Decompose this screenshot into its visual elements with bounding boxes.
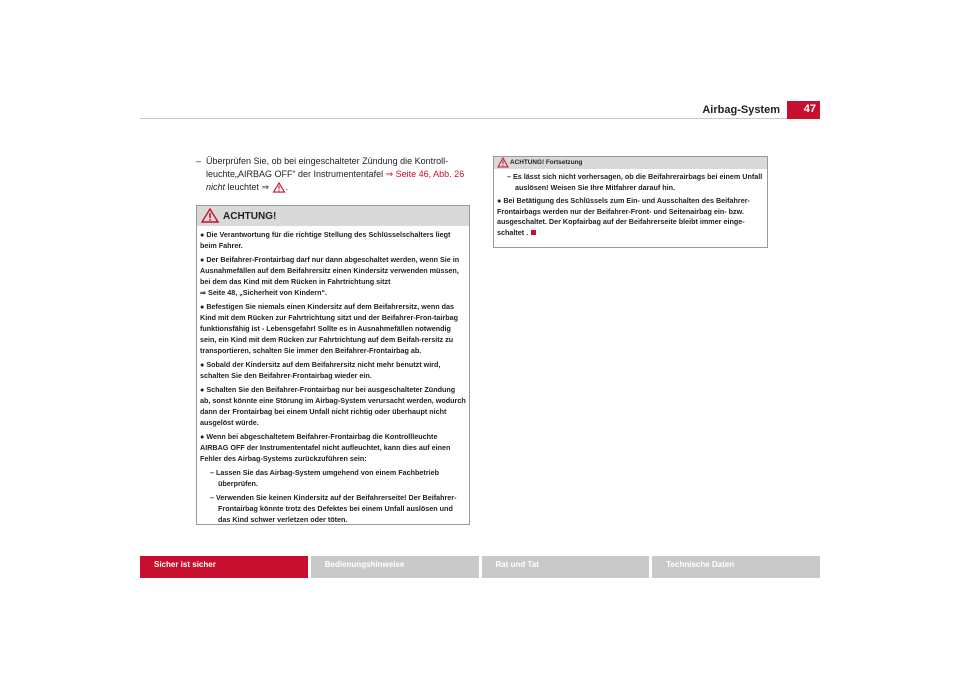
warning-body: [494, 169, 767, 247]
footer-nav: [140, 556, 820, 578]
warning-header: [197, 206, 469, 226]
warning-item: ● Der Beifahrer-Frontairbag darf nur dann abgeschaltet werden, wenn Sie in Ausnahmefällen auf dem Beifahrersitz einen Kindersitz verwenden müssen, bei dem das Kind mit dem Rücken in Fahrtrichtung sitzt ⇒ Seite 48, „Sicherheit von Kindern“.: [200, 255, 460, 297]
warning-item: ● Befestigen Sie niemals einen Kindersitz auf dem Beifahrersitz, wenn das Kind mit dem Rücken zur Fahrtrichtung sitzt und der Beifahrer-Fron-tairbag funktionsfähig ist - Lebensgefahr! Sollte es in Ausnahmefällen notwendig sein, ein Kind mit dem Rücken zur Fahrtrichtung auf dem Beifah-rersitz zu transportieren, schalten Sie immer den Beifahrer-Frontairbag ab.: [200, 302, 458, 355]
warning-title: ACHTUNG!: [223, 211, 277, 222]
intro-end: .: [285, 182, 289, 192]
intro-italic: nicht: [206, 182, 226, 192]
intro-arrow-2: ⇒: [261, 182, 270, 192]
intro-dash: –: [196, 156, 202, 166]
warning-item: ● Schalten Sie den Beifahrer-Frontairbag nur bei ausgeschalteter Zündung ab, sonst könnte eine Störung im Airbag-System verursacht werden, wodurch dann der Frontairbag bei einem Unfall nicht richtig oder überhaupt nicht ausgelöst würde.: [200, 385, 466, 427]
warning-item: ● Wenn bei abgeschaltetem Beifahrer-Frontairbag die Kontrollleuchte AIRBAG OFF der Instrumententafel nicht aufleuchtet, kann dies auf einen Fehler des Airbag-Systems zurückzuführen sein:: [200, 432, 451, 463]
warning-triangle-icon: [497, 157, 509, 168]
intro-text-2: leuchtet: [225, 182, 262, 192]
warning-item: ● Die Verantwortung für die richtige Stellung des Schlüsselschalters liegt beim Fahrer.: [200, 230, 451, 250]
section-title: Airbag-System: [702, 104, 780, 116]
sub-list: [200, 467, 466, 525]
bullet-icon: ●: [200, 385, 205, 394]
bullet-icon: ●: [200, 230, 205, 239]
intro-paragraph: [196, 155, 470, 194]
intro-block: [196, 155, 470, 194]
warning-box: [196, 205, 470, 525]
warning-triangle-icon: [272, 182, 286, 193]
tab-technische-daten[interactable]: Technische Daten: [652, 556, 820, 578]
child-safety-reference[interactable]: ⇒ Seite 48, „Sicherheit von Kindern“.: [200, 288, 328, 297]
warning-item: ● Sobald der Kindersitz auf dem Beifahrersitz nicht mehr benutzt wird, schalten Sie den Beifahrer-Frontairbag wieder ein.: [200, 360, 441, 380]
sub-item: – Lassen Sie das Airbag-System umgehend von einem Fachbetrieb überprüfen.: [210, 468, 440, 488]
sub-item: – Verwenden Sie keinen Kindersitz auf der Beifahrerseite! Der Beifahrer-Frontairbag könnte trotz des Defektes bei einem Unfall auslösen und das Kind schwer verletzen oder töten.: [210, 493, 457, 524]
sub-item: – Es lässt sich nicht vorhersagen, ob die Beifahrerairbags bei einem Unfall auslösen! Weisen Sie Ihre Mitfahrer darauf hin.: [507, 172, 763, 192]
bullet-icon: ●: [200, 432, 205, 441]
header-rule: [140, 118, 820, 119]
warning-title: ACHTUNG! Fortsetzung: [510, 159, 583, 166]
warning-triangle-icon: [201, 208, 219, 223]
warning-header: [494, 157, 767, 169]
intro-arrow: ⇒: [385, 169, 394, 179]
page-reference-link[interactable]: Seite 46, Abb. 26: [395, 169, 465, 179]
tab-bedienungshinweise[interactable]: Bedienungshinweise: [311, 556, 479, 578]
tab-rat-und-tat[interactable]: Rat und Tat: [482, 556, 650, 578]
warning-body: [197, 226, 469, 534]
warning-continuation-box: [493, 156, 768, 248]
intro-text-1: Überprüfen Sie, ob bei eingeschalteter Zündung die Kontroll-leuchte„AIRBAG OFF“ der Instrumententafel: [206, 156, 449, 179]
bullet-icon: ●: [200, 255, 205, 264]
page-number: 47: [787, 101, 820, 119]
tab-sicher-ist-sicher[interactable]: Sicher ist sicher: [140, 556, 308, 578]
end-of-section-icon: [531, 230, 536, 235]
bullet-icon: ●: [200, 302, 205, 311]
bullet-icon: ●: [200, 360, 205, 369]
bullet-icon: ●: [497, 196, 502, 205]
warning-item: ● Bei Betätigung des Schlüssels zum Ein- und Ausschalten des Beifahrer-Frontairbags werden nur der Beifahrer-Front- und Seitenairbag ein- bzw. ausgeschaltet. Der Kopfairbag auf der Beifahrerseite bleibt immer einge-schaltet .: [497, 196, 750, 237]
